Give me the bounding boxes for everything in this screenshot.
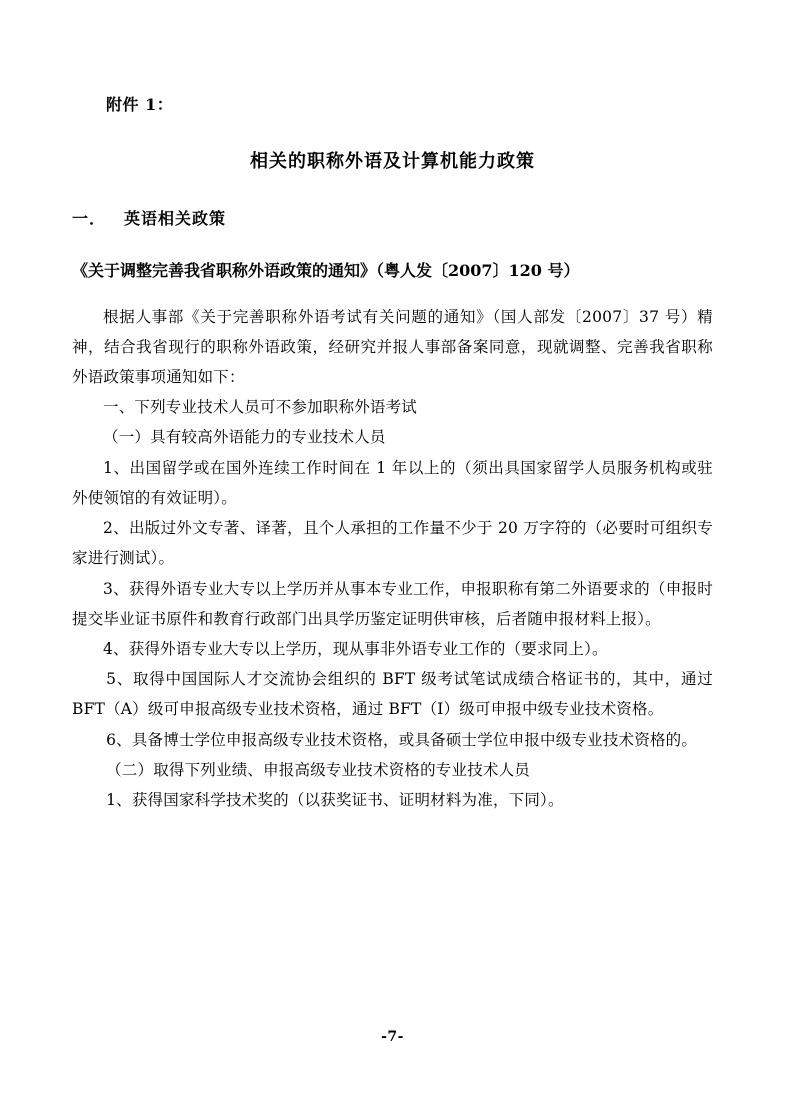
paragraph: 一、下列专业技术人员可不参加职称外语考试: [103, 398, 418, 417]
attachment-label: 附件 1：: [106, 95, 174, 114]
body-text: [72, 302, 713, 816]
paragraph: 6、具备博士学位申报高级专业技术资格，或具备硕士学位申报中级专业技术资格的。: [106, 730, 698, 749]
section-title: 英语相关政策: [124, 209, 227, 229]
paragraph: （二）取得下列业绩、申报高级专业技术资格的专业技术人员: [106, 760, 530, 779]
paragraph: （一）具有较高外语能力的专业技术人员: [103, 428, 386, 447]
paragraph: 1、出国留学或在国外连续工作时间在 1 年以上的（须出具国家留学人员服务机构或驻外使领馆的有效证明）。: [72, 458, 713, 507]
page-title: 相关的职称外语及计算机能力政策: [250, 150, 535, 172]
page-number: -7-: [381, 1029, 404, 1045]
section-number: 一．: [72, 209, 107, 229]
paragraph: 3、获得外语专业大专以上学历并从事本专业工作，申报职称有第二外语要求的（申报时提交毕业证书原件和教育行政部门出具学历鉴定证明供审核，后者随申报材料上报）。: [72, 579, 713, 628]
section-heading: [72, 206, 713, 232]
paragraph: 5、取得中国国际人才交流协会组织的 BFT 级考试笔试成绩合格证书的，其中，通过 BFT（A）级可申报高级专业技术资格，通过 BFT（Ⅰ）级可申报中级专业技术资格。: [72, 670, 713, 719]
paragraph: 4、获得外语专业大专以上学历，现从事非外语专业工作的（要求同上）。: [103, 639, 608, 658]
policy-document-title: 《关于调整完善我省职称外语政策的通知》（粤人发〔2007〕120 号）: [72, 260, 580, 280]
paragraph: 1、获得国家科学技术奖的（以获奖证书、证明材料为准，下同）。: [106, 791, 564, 810]
paragraph: 根据人事部《关于完善职称外语考试有关问题的通知》（国人部发〔2007〕37 号）精神，结合我省现行的职称外语政策，经研究并报人事部备案同意，现就调整、完善我省职称外语政策事项通知如下：: [72, 307, 713, 387]
paragraph: 2、出版过外文专著、译著，且个人承担的工作量不少于 20 万字符的（必要时可组织专家进行测试）。: [72, 519, 713, 568]
